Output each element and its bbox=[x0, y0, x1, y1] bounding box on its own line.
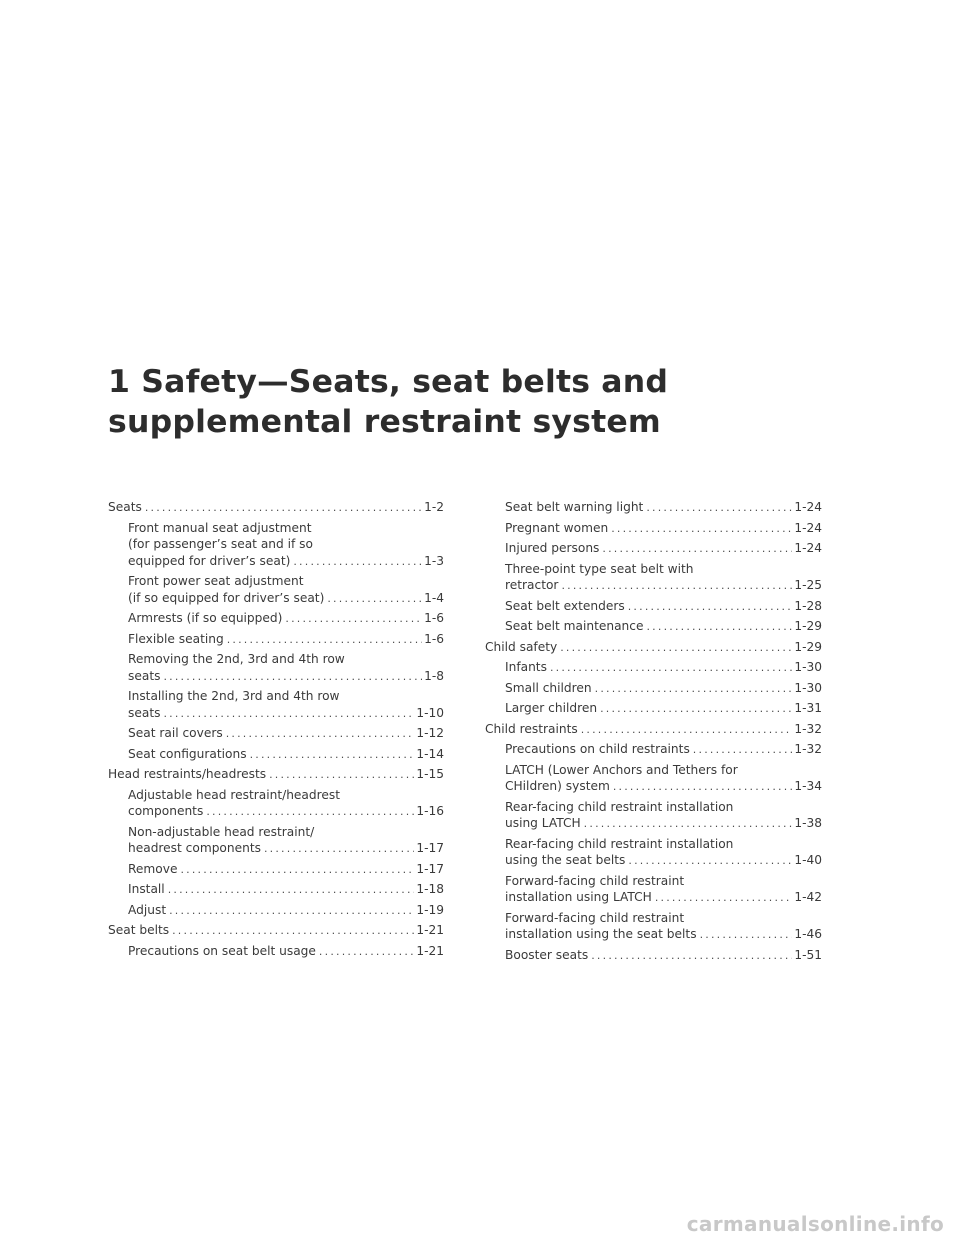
dot-leader bbox=[600, 701, 792, 718]
chapter-title bbox=[108, 362, 868, 442]
toc-left-column bbox=[108, 499, 444, 963]
toc-entry-text: Precautions on seat belt usage bbox=[128, 943, 316, 958]
watermark: carmanualsonline.info bbox=[686, 1212, 944, 1236]
dot-leader bbox=[264, 841, 414, 858]
toc-entry-text: Seat belt warning light bbox=[505, 500, 644, 514]
dot-leader bbox=[646, 500, 792, 517]
toc-page-number: 1-24 bbox=[794, 500, 822, 514]
toc-entry-text: seats bbox=[128, 668, 161, 683]
toc-page-number: 1-28 bbox=[794, 598, 822, 613]
toc-entry-text: (if so equipped for driver’s seat) bbox=[128, 590, 325, 605]
dot-leader bbox=[327, 591, 422, 608]
toc-page-number: 1-6 bbox=[424, 631, 444, 646]
toc-page-number: 1-31 bbox=[794, 701, 822, 715]
dot-leader bbox=[595, 681, 793, 698]
toc-entry-text: Removing the 2nd, 3rd and 4th row bbox=[128, 652, 345, 666]
toc-entry-text: Small children bbox=[505, 680, 592, 695]
toc-entry[interactable] bbox=[485, 659, 822, 677]
toc-page-number: 1-4 bbox=[424, 590, 444, 605]
toc-page-number: 1-17 bbox=[416, 841, 444, 855]
dot-leader bbox=[319, 944, 414, 961]
dot-leader bbox=[628, 853, 792, 870]
toc-page-number: 1-32 bbox=[794, 721, 822, 736]
toc-entry[interactable] bbox=[108, 520, 444, 571]
toc-page-number: 1-19 bbox=[416, 902, 444, 917]
dot-leader bbox=[561, 578, 792, 595]
dot-leader bbox=[613, 779, 792, 796]
toc-page-number: 1-38 bbox=[794, 816, 822, 830]
toc-entry-text: Forward-facing child restraint bbox=[505, 910, 685, 925]
toc-entry-text: Injured persons bbox=[505, 541, 600, 555]
toc-page-number: 1-46 bbox=[794, 927, 822, 941]
toc-entry[interactable] bbox=[485, 520, 822, 538]
dot-leader bbox=[145, 500, 422, 517]
dot-leader bbox=[206, 804, 414, 821]
toc-entry-text: Head restraints/headrests bbox=[108, 767, 267, 781]
toc-entry-text: (for passenger’s seat and if so bbox=[128, 537, 313, 551]
toc-entry[interactable] bbox=[108, 499, 444, 517]
toc-entry[interactable] bbox=[485, 618, 822, 636]
toc-page-number: 1-16 bbox=[416, 804, 444, 818]
toc-entry-text: Install bbox=[128, 882, 165, 896]
toc-entry[interactable] bbox=[485, 680, 822, 698]
toc-page-number: 1-21 bbox=[416, 943, 444, 958]
toc-entry-text: Front manual seat adjustment bbox=[128, 520, 312, 535]
toc-page-number: 1-34 bbox=[794, 779, 822, 793]
toc-entry[interactable] bbox=[485, 540, 822, 558]
toc-entry[interactable] bbox=[485, 639, 822, 657]
dot-leader bbox=[611, 521, 792, 538]
toc-entry[interactable] bbox=[485, 700, 822, 718]
dot-leader bbox=[163, 706, 414, 723]
toc-page-number: 1-21 bbox=[416, 923, 444, 937]
toc-entry[interactable] bbox=[108, 766, 444, 784]
dot-leader bbox=[227, 632, 422, 649]
toc-entry[interactable] bbox=[485, 721, 822, 739]
dot-leader bbox=[226, 726, 415, 743]
toc-entry[interactable] bbox=[485, 499, 822, 517]
toc-entry[interactable] bbox=[485, 762, 822, 796]
toc-page-number: 1-18 bbox=[416, 882, 444, 896]
toc-entry[interactable] bbox=[108, 902, 444, 920]
toc-entry-text: installation using LATCH bbox=[505, 890, 652, 904]
toc-entry-text: Larger children bbox=[505, 701, 598, 715]
dot-leader bbox=[628, 599, 793, 616]
toc-page-number: 1-6 bbox=[424, 611, 444, 625]
toc-page-number: 1-14 bbox=[416, 746, 444, 761]
toc-entry-text: retractor bbox=[505, 578, 559, 592]
toc-entry[interactable] bbox=[485, 799, 822, 833]
dot-leader bbox=[581, 722, 793, 739]
toc-page-number: 1-40 bbox=[794, 853, 822, 867]
dot-leader bbox=[693, 742, 793, 759]
toc-entry-text: using the seat belts bbox=[505, 853, 626, 867]
toc-page-number: 1-30 bbox=[794, 680, 822, 695]
toc-entry-text: Seats bbox=[108, 500, 142, 514]
toc-page-number: 1-3 bbox=[424, 553, 444, 568]
toc-entry-text: Three-point type seat belt with bbox=[505, 561, 694, 576]
toc-entry-text: Seat rail covers bbox=[128, 726, 223, 740]
toc-entry-text: Remove bbox=[128, 861, 178, 876]
toc-entry-text: Installing the 2nd, 3rd and 4th row bbox=[128, 689, 340, 703]
toc-entry-text: headrest components bbox=[128, 841, 261, 855]
toc-entry[interactable] bbox=[108, 725, 444, 743]
dot-leader bbox=[269, 767, 414, 784]
dot-leader bbox=[560, 640, 792, 657]
toc-entry[interactable] bbox=[108, 922, 444, 940]
toc-entry[interactable] bbox=[485, 598, 822, 616]
dot-leader bbox=[163, 669, 422, 686]
toc-entry[interactable] bbox=[108, 824, 444, 858]
toc-page-number: 1-42 bbox=[794, 890, 822, 904]
toc-page-number: 1-10 bbox=[416, 705, 444, 720]
dot-leader bbox=[169, 903, 414, 920]
toc-entry[interactable] bbox=[108, 861, 444, 879]
toc-entry[interactable] bbox=[108, 688, 444, 722]
toc-page-number: 1-30 bbox=[794, 660, 822, 674]
toc-entry-text: Child restraints bbox=[485, 721, 578, 736]
toc-page-number: 1-25 bbox=[794, 578, 822, 592]
dot-leader bbox=[180, 862, 414, 879]
toc-entry-text: Armrests (if so equipped) bbox=[128, 611, 283, 625]
toc-page-number: 1-51 bbox=[794, 947, 822, 962]
dot-leader bbox=[172, 923, 414, 940]
dot-leader bbox=[550, 660, 792, 677]
dot-leader bbox=[168, 882, 415, 899]
toc-entry[interactable] bbox=[108, 746, 444, 764]
dot-leader bbox=[250, 747, 415, 764]
toc-entry-text: components bbox=[128, 804, 204, 818]
toc-entry-text: Seat belt maintenance bbox=[505, 619, 644, 633]
toc-entry-text: seats bbox=[128, 705, 161, 720]
toc-page-number: 1-29 bbox=[794, 639, 822, 654]
chapter-title-line-2: supplemental restraint system bbox=[108, 404, 661, 440]
toc-entry[interactable] bbox=[108, 610, 444, 628]
toc-entry-text: Rear-facing child restraint installation bbox=[505, 836, 734, 851]
toc-entry-text: Flexible seating bbox=[128, 631, 224, 646]
chapter-title-line-1: 1 Safety—Seats, seat belts and bbox=[108, 364, 669, 400]
dot-leader bbox=[591, 948, 792, 965]
toc-entry[interactable] bbox=[485, 561, 822, 595]
dot-leader bbox=[602, 541, 792, 558]
toc-page-number: 1-32 bbox=[794, 742, 822, 756]
toc-entry[interactable] bbox=[108, 631, 444, 649]
toc-entry[interactable] bbox=[485, 873, 822, 907]
dot-leader bbox=[655, 890, 793, 907]
toc-right-column bbox=[485, 499, 822, 967]
dot-leader bbox=[293, 554, 422, 571]
toc-entry-text: Seat belts bbox=[108, 923, 170, 937]
toc-page-number: 1-24 bbox=[794, 541, 822, 555]
toc-entry[interactable] bbox=[108, 787, 444, 821]
toc-entry-text: Adjustable head restraint/headrest bbox=[128, 787, 341, 802]
dot-leader bbox=[285, 611, 422, 628]
toc-page-number: 1-17 bbox=[416, 861, 444, 876]
toc-entry-text: CHildren) system bbox=[505, 779, 610, 793]
toc-entry[interactable] bbox=[108, 943, 444, 961]
toc-entry[interactable] bbox=[485, 947, 822, 965]
toc-entry-text: Seat configurations bbox=[128, 746, 247, 761]
toc-entry-text: Forward-facing child restraint bbox=[505, 873, 685, 888]
toc-page-number: 1-8 bbox=[424, 668, 444, 683]
toc-page-number: 1-24 bbox=[794, 520, 822, 535]
dot-leader bbox=[646, 619, 792, 636]
toc-entry-text: Non-adjustable head restraint/ bbox=[128, 824, 315, 839]
toc-page-number: 1-12 bbox=[416, 726, 444, 740]
toc-entry-text: using LATCH bbox=[505, 816, 581, 830]
toc-page-number: 1-15 bbox=[416, 767, 444, 781]
toc-entry-text: Child safety bbox=[485, 639, 558, 654]
toc-entry[interactable] bbox=[108, 651, 444, 685]
toc-page-number: 1-2 bbox=[424, 500, 444, 514]
toc-entry-text: installation using the seat belts bbox=[505, 927, 697, 941]
toc-entry[interactable] bbox=[485, 741, 822, 759]
toc-entry-text: Booster seats bbox=[505, 947, 589, 962]
dot-leader bbox=[584, 816, 793, 833]
toc-entry-text: Pregnant women bbox=[505, 520, 609, 535]
toc-entry[interactable] bbox=[108, 881, 444, 899]
toc-entry-text: Rear-facing child restraint installation bbox=[505, 799, 734, 814]
dot-leader bbox=[700, 927, 793, 944]
toc-entry-text: Infants bbox=[505, 660, 547, 674]
toc-entry-text: LATCH (Lower Anchors and Tethers for bbox=[505, 762, 738, 777]
toc-entry-text: Front power seat adjustment bbox=[128, 574, 304, 588]
toc-entry[interactable] bbox=[485, 836, 822, 870]
toc-entry-text: Seat belt extenders bbox=[505, 598, 625, 613]
toc-entry-text: equipped for driver’s seat) bbox=[128, 553, 291, 568]
toc-entry[interactable] bbox=[108, 573, 444, 607]
toc-page-number: 1-29 bbox=[794, 619, 822, 633]
toc-entry-text: Adjust bbox=[128, 902, 167, 917]
toc-entry-text: Precautions on child restraints bbox=[505, 742, 690, 756]
toc-entry[interactable] bbox=[485, 910, 822, 944]
